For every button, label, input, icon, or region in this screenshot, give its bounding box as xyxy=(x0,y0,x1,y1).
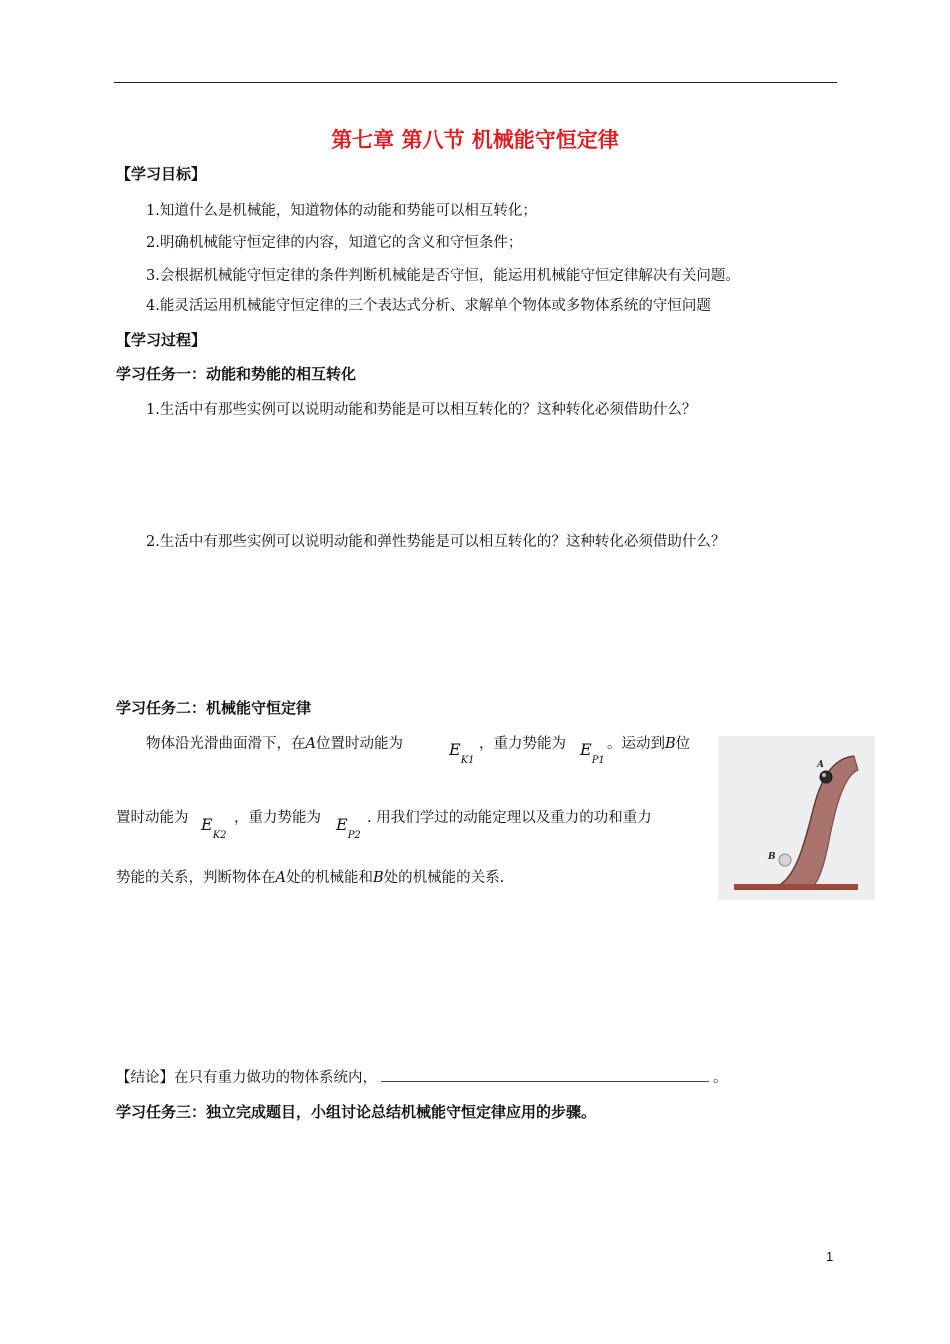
task2-paragraph-line-1-end xyxy=(607,732,690,753)
text-segment: ，重力势能为 xyxy=(479,736,566,752)
text-segment: . 用我们学过的动能定理以及重力的功和重力 xyxy=(367,810,652,826)
text-segment: 物体沿光滑曲面滑下，在 xyxy=(146,736,306,752)
formula-ep2 xyxy=(336,815,361,841)
conclusion-label: 【结论】 xyxy=(116,1070,174,1086)
text-segment: ，重力势能为 xyxy=(234,810,321,826)
figure-label-a: A xyxy=(817,760,824,770)
task1-question-1: 1.生活中有那些实例可以说明动能和势能是可以相互转化的？这种转化必须借助什么？ xyxy=(146,402,697,418)
point-a-label: A xyxy=(305,736,316,752)
formula-symbol: E xyxy=(449,740,461,759)
goal-item: 1.知道什么是机械能，知道物体的动能和势能可以相互转化； xyxy=(146,203,537,219)
text-segment: 位 xyxy=(675,736,691,752)
point-b-label: B xyxy=(665,736,676,752)
formula-ep1 xyxy=(580,740,605,766)
goal-item: 2.明确机械能守恒定律的内容，知道它的含义和守恒条件； xyxy=(146,235,523,251)
formula-subscript: K1 xyxy=(460,755,475,766)
ball-b xyxy=(779,854,791,866)
task1-question-2: 2.生活中有那些实例可以说明动能和弹性势能是可以相互转化的？这种转化必须借助什么？ xyxy=(146,534,726,550)
formula-subscript: P1 xyxy=(591,755,605,766)
page-number: 1 xyxy=(826,1249,834,1264)
ball-a xyxy=(820,771,832,783)
task3-heading: 学习任务三：独立完成题目，小组讨论总结机械能守恒定律应用的步骤。 xyxy=(116,1103,597,1121)
formula-subscript: K2 xyxy=(212,830,227,841)
formula-symbol: E xyxy=(580,740,592,759)
text-segment: 势能的关系，判断物体在 xyxy=(116,870,276,886)
goal-item: 4.能灵活运用机械能守恒定律的三个表达式分析、求解单个物体或多物体系统的守恒问题 xyxy=(146,298,711,314)
text-segment: 处的机械能的关系. xyxy=(383,870,505,886)
task2-heading: 学习任务二：机械能守恒定律 xyxy=(116,699,312,717)
conclusion-end: 。 xyxy=(713,1070,728,1086)
formula-symbol: E xyxy=(336,815,348,834)
answer-blank[interactable] xyxy=(381,1067,709,1082)
formula-subscript: P2 xyxy=(347,830,361,841)
point-a-label: A xyxy=(275,870,286,886)
ground-bar xyxy=(734,884,858,890)
formula-ek2 xyxy=(201,815,227,841)
slope-figure xyxy=(718,736,875,900)
text-segment: 。运动到 xyxy=(607,736,665,752)
formula-symbol: E xyxy=(201,815,213,834)
conclusion-line xyxy=(116,1066,728,1087)
slope-figure-svg xyxy=(718,736,875,900)
page-title: 第七章 第八节 机械能守恒定律 xyxy=(331,128,619,152)
task2-paragraph-line-3 xyxy=(116,866,504,887)
text-segment: 位置时动能为 xyxy=(315,736,403,752)
conclusion-text: 在只有重力做功的物体系统内， xyxy=(174,1070,377,1086)
figure-label-b: B xyxy=(768,852,776,862)
ball-a-highlight xyxy=(822,773,826,777)
process-heading: 【学习过程】 xyxy=(116,331,207,349)
goal-item: 3.会根据机械能守恒定律的条件判断机械能是否守恒，能运用机械能守恒定律解决有关问题。 xyxy=(146,268,740,284)
point-b-label: B xyxy=(372,870,384,886)
text-segment: 置时动能为 xyxy=(116,810,189,826)
header-rule xyxy=(114,82,837,83)
goals-heading: 【学习目标】 xyxy=(116,165,207,183)
task2-paragraph-line-1 xyxy=(146,732,403,753)
task1-heading: 学习任务一：动能和势能的相互转化 xyxy=(116,365,357,383)
text-segment: 处的机械能和 xyxy=(285,870,373,886)
formula-ek1 xyxy=(449,740,475,766)
